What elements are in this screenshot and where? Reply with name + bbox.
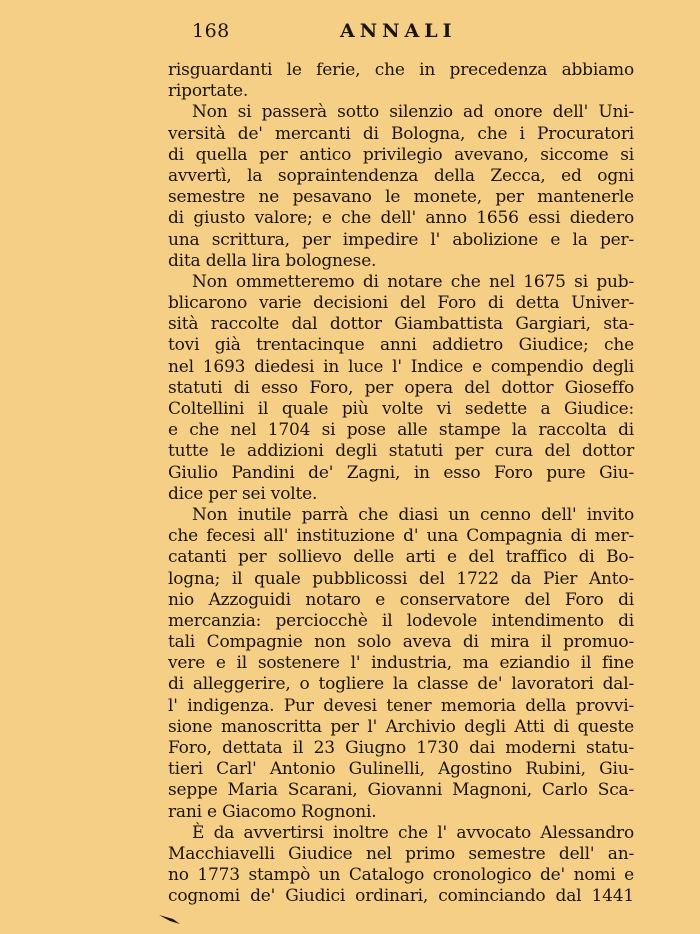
text-line: mercanzia: perciocchè il lodevole intendimento di: [168, 610, 634, 631]
text-line: logna; il quale pubblicossi del 1722 da Pier Anto-: [168, 568, 634, 589]
text-line: Non si passerà sotto silenzio ad onore dell' Uni-: [192, 102, 634, 123]
running-title: ANNALI: [340, 20, 457, 42]
text-line: riportate.: [168, 81, 249, 102]
text-line: semestre ne pesavano le monete, per mantenerle: [168, 187, 634, 208]
text-line: tutte le addizioni degli statuti per cura del dottor: [168, 441, 634, 462]
text-line: versità de' mercanti di Bologna, che i Procuratori: [168, 123, 634, 144]
text-line: Giulio Pandini de' Zagni, in esso Foro pure Giu-: [168, 462, 634, 483]
text-line: e che nel 1704 si pose alle stampe la raccolta di: [168, 420, 634, 441]
text-line: l' indigenza. Pur devesi tener memoria della provvi-: [168, 695, 634, 716]
text-line: cognomi de' Giudici ordinari, cominciando dal 1441: [168, 886, 634, 907]
text-line: sione manoscritta per l' Archivio degli Atti di queste: [168, 716, 634, 737]
text-line: dice per sei volte.: [168, 483, 318, 504]
text-line: risguardanti le ferie, che in precedenza abbiamo: [168, 60, 634, 80]
text-line: Macchiavelli Giudice nel primo semestre dell' an-: [168, 843, 634, 864]
text-line: sità raccolte dal dottor Giambattista Gargiari, sta-: [168, 314, 634, 335]
text-line: dita della lira bolognese.: [168, 250, 377, 271]
text-line: tieri Carl' Antonio Gulinelli, Agostino Rubini, Giu-: [168, 759, 634, 780]
text-line: catanti per sollievo delle arti e del traffico di Bo-: [168, 547, 634, 568]
text-line: una scrittura, per impedire l' abolizione e la per-: [168, 229, 634, 250]
text-line: rani e Giacomo Rognoni.: [168, 801, 377, 822]
text-line: no 1773 stampò un Catalogo cronologico de' nomi e: [168, 865, 634, 886]
text-line: tali Compagnie non solo aveva di mira il promuo-: [168, 632, 634, 653]
text-line: di alleggerire, o togliere la classe de' lavoratori dal-: [168, 674, 634, 695]
text-line: nio Azzoguidi notaro e conservatore del Foro di: [168, 589, 634, 610]
ink-mark-icon: [158, 912, 182, 926]
text-line: È da avvertirsi inoltre che l' avvocato Alessandro: [192, 822, 634, 843]
text-line: avvertì, la sopraintendenza della Zecca, ed ogni: [168, 165, 634, 186]
text-line: Non inutile parrà che diasi un cenno dell' invito: [192, 504, 634, 525]
text-line: seppe Maria Scarani, Giovanni Magnoni, Carlo Sca-: [168, 780, 634, 801]
text-line: di giusto valore; e che dell' anno 1656 essi diedero: [168, 208, 634, 229]
text-line: di quella per antico privilegio avevano, siccome si: [168, 144, 634, 165]
text-line: che fecesi all' instituzione d' una Compagnia di mer-: [168, 526, 634, 547]
text-line: Coltellini il quale più volte vi sedette a Giudice:: [168, 399, 634, 419]
text-line: Non ommetteremo di notare che nel 1675 si pub-: [192, 271, 634, 292]
text-line: Foro, dettata il 23 Giugno 1730 dai moderni statu-: [168, 738, 634, 758]
page-number: 168: [192, 20, 230, 42]
text-line: nel 1693 diedesi in luce l' Indice e compendio degli: [168, 356, 634, 377]
text-line: vere e il sostenere l' industria, ma eziandio il fine: [168, 653, 634, 674]
text-line: tovi già trentacinque anni addietro Giudice; che: [168, 335, 634, 356]
body-text: [168, 60, 634, 908]
text-line: statuti di esso Foro, per opera del dottor Gioseffo: [168, 377, 634, 398]
text-line: blicarono varie decisioni del Foro di detta Univer-: [168, 293, 634, 314]
page-header: [170, 20, 640, 46]
